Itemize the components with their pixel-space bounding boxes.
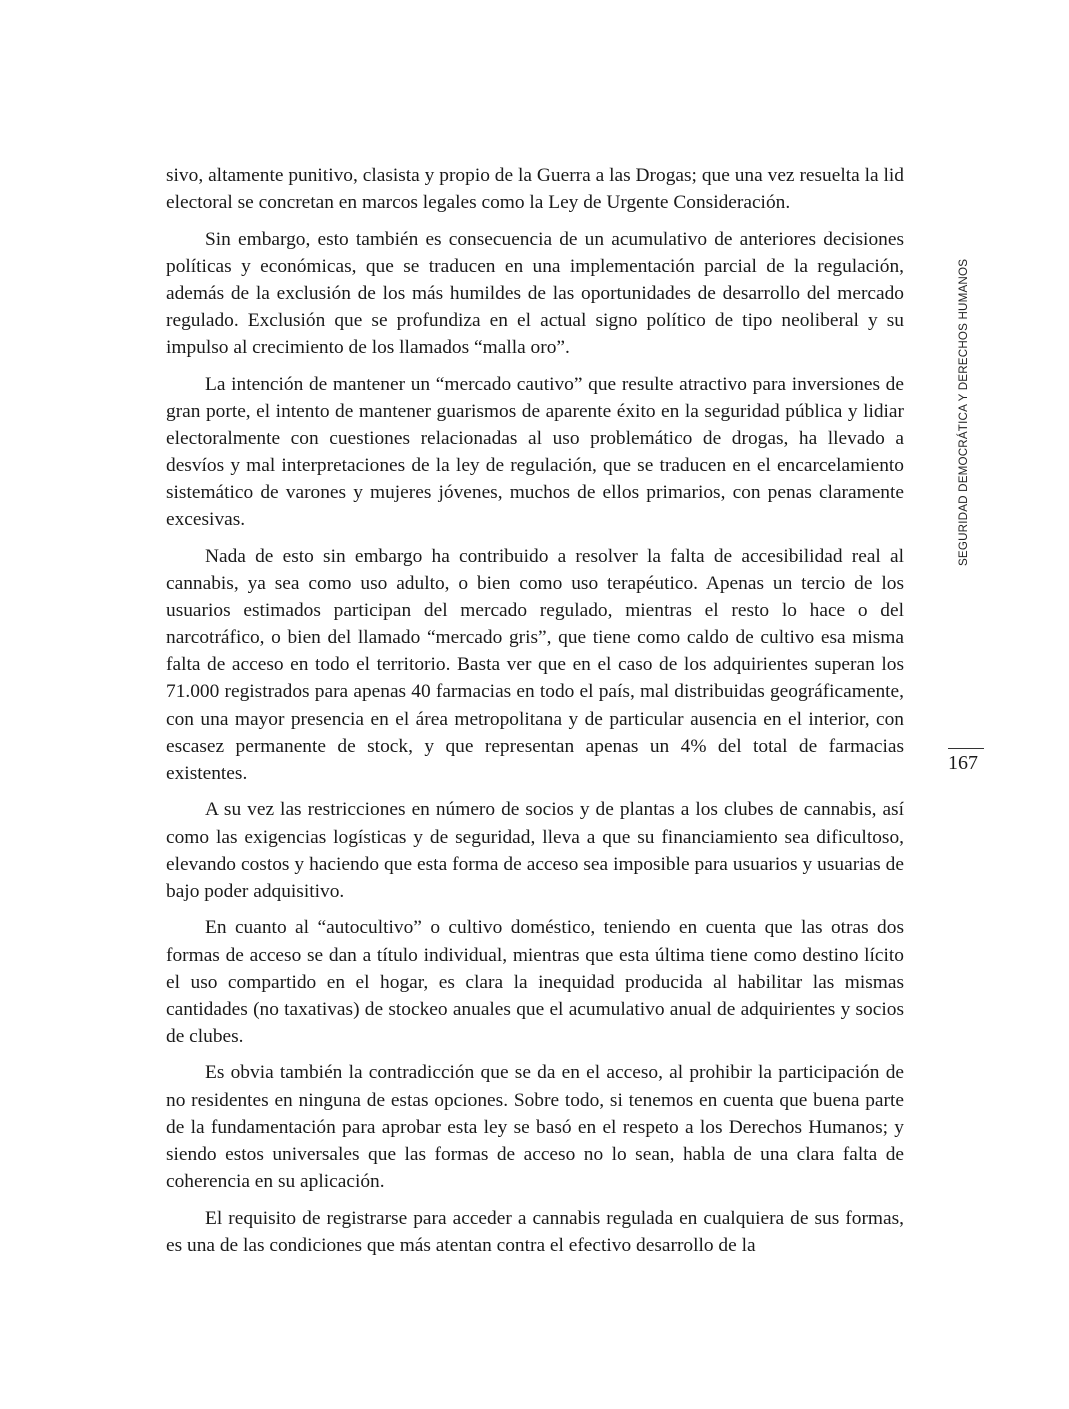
paragraph-3: La intención de mantener un “mercado cautivo” que resulte atractivo para inversiones de gran porte, el intento de mantener guarismos de aparente éxito en la seguridad pública y lidiar electoralmente con cuestiones relacionadas al uso problemático de drogas, ha llevado a desvíos y mal interpretaciones de la ley de regulación, que se traducen en el encarcelamiento sistemático de varones y mujeres jóvenes, muchos de ellos primarios, con penas claramente excesivas. — [166, 373, 904, 531]
paragraph-8: El requisito de registrarse para acceder a cannabis regulada en cualquiera de sus formas, es una de las condiciones que más atentan contra el efectivo desarrollo de la — [166, 1207, 904, 1256]
running-head: SEGURIDAD DEMOCRÁTICA Y DERECHOS HUMANOS — [957, 258, 970, 566]
body-text — [166, 162, 904, 1268]
paragraph-7: Es obvia también la contradicción que se da en el acceso, al prohibir la participación de no residentes en ninguna de estas opciones. Sobre todo, si tenemos en cuenta que buena parte de la fundamentación para aprobar esta ley se basó en el respeto a los Derechos Humanos; y siendo estos universales que las formas de acceso no lo sean, habla de una clara falta de coherencia en su aplicación. — [166, 1062, 904, 1192]
paragraph-1: sivo, altamente punitivo, clasista y propio de la Guerra a las Drogas; que una vez resuelta la lid electoral se concretan en marcos legales como la Ley de Urgente Consideración. — [166, 165, 904, 214]
paragraph-5: A su vez las restricciones en número de socios y de plantas a los clubes de cannabis, así como las exigencias logísticas y de seguridad, lleva a que su financiamiento sea dificultoso, elevando costos y haciendo que esta forma de acceso sea imposible para usuarios y usuarias de bajo poder adquisitivo. — [166, 799, 904, 902]
page-number-rule — [948, 748, 984, 749]
page-number: 167 — [948, 752, 978, 774]
paragraph-4: Nada de esto sin embargo ha contribuido a resolver la falta de accesibilidad real al cannabis, ya sea como uso adulto, o bien como uso terapéutico. Apenas un tercio de los usuarios estimados participan del mercado regulado, mientras el resto lo hace o del narcotráfico, o bien del llamado “mercado gris”, que tiene como caldo de cultivo esa misma falta de acceso en todo el territorio. Basta ver que en el caso de los adquirientes superan los 71.000 registrados para apenas 40 farmacias en todo el país, mal distribuidas geográficamente, con una mayor presencia en el área metropolitana y de particular ausencia en el interior, con escasez permanente de stock, y que representan apenas un 4% del total de farmacias existentes. — [166, 546, 904, 784]
paragraph-6: En cuanto al “autocultivo” o cultivo doméstico, teniendo en cuenta que las otras dos formas de acceso se dan a título individual, mientras que esta última tiene como destino lícito el uso compartido en el hogar, es clara la inequidad producida al habilitar las mismas cantidades (no taxativas) de stockeo anuales que el acumulativo anual de adquirientes y socios de clubes. — [166, 917, 904, 1047]
paragraph-2: Sin embargo, esto también es consecuencia de un acumulativo de anteriores decisiones políticas y económicas, que se traducen en una implementación parcial de la regulación, además de la exclusión de los más humildes de las oportunidades de desarrollo del mercado regulado. Exclusión que se profundiza en el actual signo político de tipo neoliberal y su impulso al crecimiento de los llamados “malla oro”. — [166, 228, 904, 359]
